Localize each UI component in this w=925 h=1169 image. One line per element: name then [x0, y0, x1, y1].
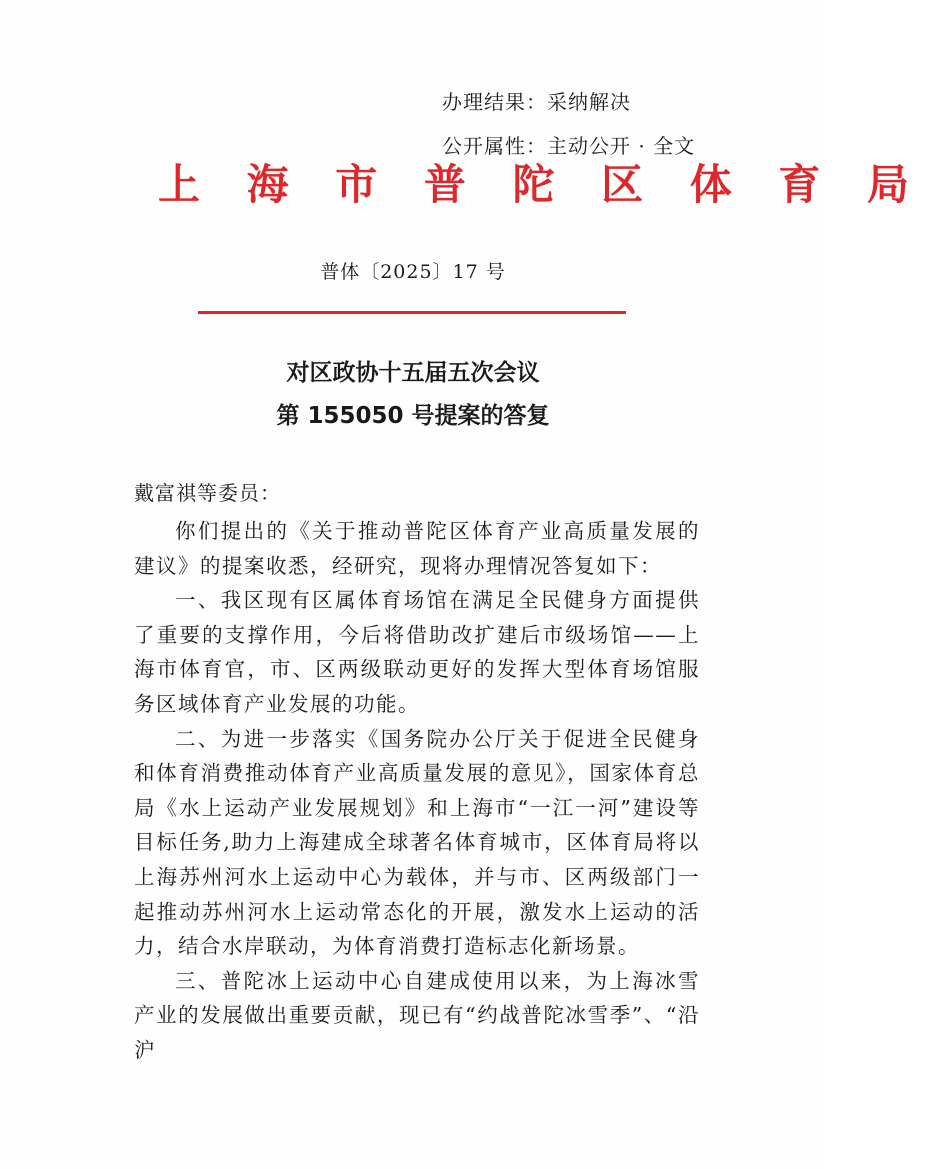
document-title-line-1: 对区政协十五届五次会议: [286, 360, 540, 386]
document-title-line-2: 第 155050 号提案的答复: [276, 403, 550, 429]
disclosure-label: 公开属性：: [442, 134, 547, 158]
handling-result-value: 采纳解决: [547, 90, 631, 114]
issuing-organization-title: 上 海 市 普 陀 区 体 育 局: [158, 160, 925, 209]
document-body: [134, 514, 700, 1068]
body-paragraph-3: 三、普陀冰上运动中心自建成使用以来，为上海冰雪产业的发展做出重要贡献，现已有“约战普陀冰雪季”、“沿沪: [134, 968, 700, 1062]
handling-result-label: 办理结果：: [442, 90, 547, 114]
document-number: 普体〔2025〕17 号: [320, 261, 506, 283]
body-paragraph-2: 二、为进一步落实《国务院办公厅关于促进全民健身和体育消费推动体育产业高质量发展的意见》，国家体育总局《水上运动产业发展规划》和上海市“一江一河”建设等目标任务,助力上海建成全球著名体育城市，区体育局将以上海苏州河水上运动中心为载体，并与市、区两级部门一起推动苏州河水上运动常态化的开展，激发水上运动的活力，结合水岸联动，为体育消费打造标志化新场景。: [134, 726, 700, 959]
body-paragraph-intro: 你们提出的《关于推动普陀区体育产业高质量发展的建议》的提案收悉，经研究，现将办理情况答复如下：: [134, 519, 700, 578]
body-paragraph-1: 一、我区现有区属体育场馆在满足全民健身方面提供了重要的支撑作用，今后将借助改扩建后市级场馆——上海市体育官，市、区两级联动更好的发挥大型体育场馆服务区域体育产业发展的功能。: [134, 588, 700, 716]
handling-result: [442, 86, 631, 115]
red-separator-line: [198, 311, 626, 314]
salutation: 戴富祺等委员：: [134, 481, 281, 505]
disclosure-value: 主动公开 · 全文: [547, 134, 696, 158]
